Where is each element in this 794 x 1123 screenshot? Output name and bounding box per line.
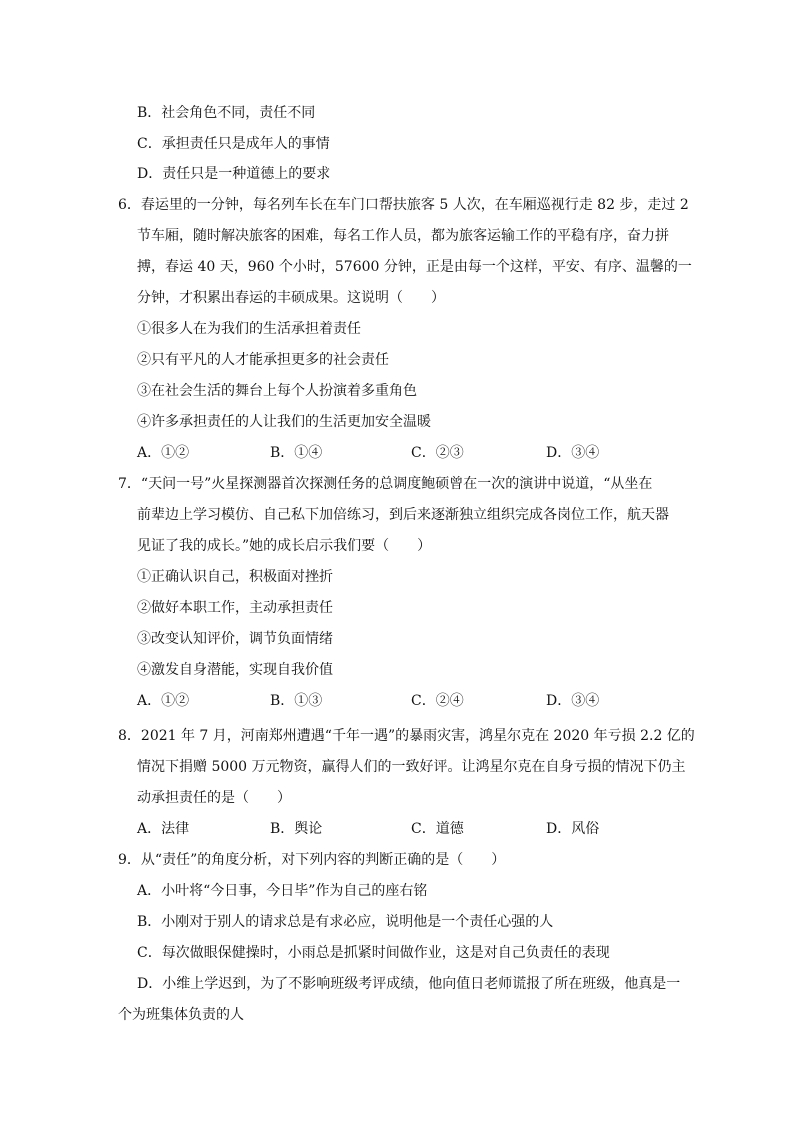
- q9-option-c: C．每次做眼保健操时，小雨总是抓紧时间做作业，这是对自己负责任的表现: [137, 945, 610, 961]
- q8-choices: [137, 819, 637, 839]
- q7-choice-b: B．①③: [270, 693, 323, 709]
- q8-stem-line-1: 8．2021 年 7 月，河南郑州遭遇“千年一遇”的暴雨灾害，鸿星尔克在 2020 年亏损 2.2 亿的: [118, 728, 695, 744]
- q7-item-4: ④激发自身潜能，实现自我价值: [137, 662, 333, 678]
- q7-item-3: ③改变认知评价，调节负面情绪: [137, 631, 333, 647]
- q8-choice-c: C．道德: [411, 821, 464, 837]
- q6-choice-b: B．①④: [270, 445, 323, 461]
- q7-choice-d: D．③④: [546, 693, 600, 709]
- q7-choices: [137, 691, 637, 711]
- q6-choice-c: C．②③: [411, 445, 464, 461]
- q8-choice-a: A．法律: [137, 821, 190, 837]
- q7-stem-line-3: 见证了我的成长。”她的成长启示我们要（ ）: [137, 538, 432, 554]
- q6-choice-d: D．③④: [546, 445, 600, 461]
- q6-stem-line-1: 6．春运里的一分钟，每名列车长在车门口帮扶旅客 5 人次，在车厢巡视行走 82 步，走过 2: [118, 197, 689, 213]
- q7-choice-c: C．②④: [411, 693, 464, 709]
- q6-choices: [137, 443, 637, 463]
- q7-stem-line-1: 7．“天问一号”火星探测器首次探测任务的总调度鲍硕曾在一次的演讲中说道，“从坐在: [118, 476, 653, 492]
- q5-option-c: C．承担责任只是成年人的事情: [137, 136, 330, 152]
- q6-item-4: ④许多承担责任的人让我们的生活更加安全温暖: [137, 414, 431, 430]
- q7-stem-line-2: 前辈边上学习模仿、自己私下加倍练习，到后来逐渐独立组织完成各岗位工作，航天器: [137, 507, 669, 523]
- q8-choice-d: D．风俗: [546, 821, 600, 837]
- q7-item-2: ②做好本职工作，主动承担责任: [137, 600, 333, 616]
- q5-option-b: B．社会角色不同，责任不同: [137, 105, 316, 121]
- q6-item-3: ③在社会生活的舞台上每个人扮演着多重角色: [137, 383, 417, 399]
- q9-option-d-line-1: D．小维上学迟到，为了不影响班级考评成绩，他向值日老师谎报了所在班级，他真是一: [137, 976, 681, 992]
- q9-stem: 9．从“责任”的角度分析，对下列内容的判断正确的是（ ）: [118, 852, 506, 868]
- q8-stem-line-2: 情况下捐赠 5000 万元物资，赢得人们的一致好评。让鸿星尔克在自身亏损的情况下仍主: [137, 759, 686, 775]
- q5-option-d: D．责任只是一种道德上的要求: [137, 166, 331, 182]
- q6-stem-line-2: 节车厢，随时解决旅客的困难，每名工作人员，都为旅客运输工作的平稳有序，奋力拼: [137, 228, 669, 244]
- q8-choice-b: B．舆论: [270, 821, 323, 837]
- q8-stem-line-3: 动承担责任的是（ ）: [137, 790, 291, 806]
- q7-item-1: ①正确认识自己，积极面对挫折: [137, 569, 333, 585]
- q6-item-2: ②只有平凡的人才能承担更多的社会责任: [137, 352, 389, 368]
- q6-choice-a: A．①②: [137, 445, 190, 461]
- q6-item-1: ①很多人在为我们的生活承担着责任: [137, 321, 361, 337]
- q6-stem-line-4: 分钟，才积累出春运的丰硕成果。这说明（ ）: [137, 290, 445, 306]
- q9-option-d-line-2: 个为班集体负责的人: [118, 1007, 244, 1023]
- q9-option-a: A．小叶将“今日事，今日毕”作为自己的座右铭: [137, 883, 428, 899]
- q7-choice-a: A．①②: [137, 693, 190, 709]
- q6-stem-line-3: 搏，春运 40 天，960 个小时，57600 分钟，正是由每一个这样，平安、有序、温馨的一: [137, 259, 692, 275]
- q9-option-b: B．小刚对于别人的请求总是有求必应，说明他是一个责任心强的人: [137, 914, 554, 930]
